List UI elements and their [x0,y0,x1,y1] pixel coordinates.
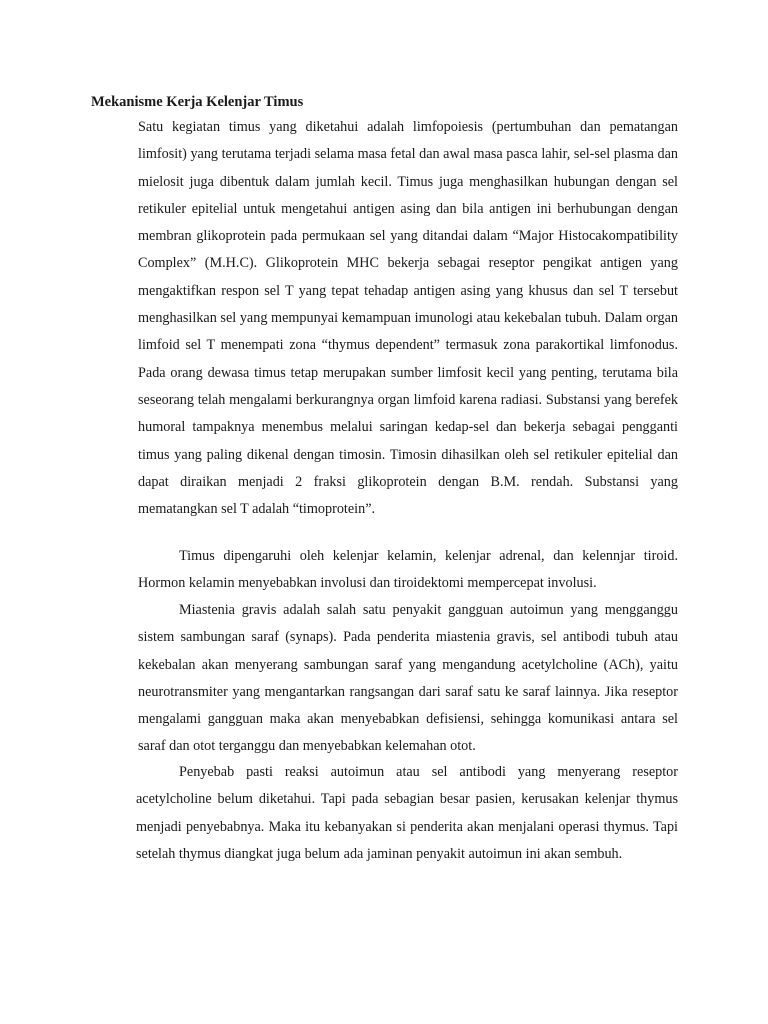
paragraph-1: Satu kegiatan timus yang diketahui adalah limfopoiesis (pertumbuhan dan pematangan limfosit) yang terutama terjadi selama masa fetal dan awal masa pasca lahir, sel-sel plasma dan mielosit juga dibentuk dalam jumlah kecil. Timus juga menghasilkan hubungan dengan sel retikuler epitelial untuk mengetahui antigen asing dan bila antigen ini berhubungan dengan membran glikoprotein pada permukaan sel yang ditandai dalam “Major Histocakompatibility Complex” (M.H.C). Glikoprotein MHC bekerja sebagai reseptor pengikat antigen yang mengaktifkan respon sel T yang tepat tehadap antigen asing yang khusus dan sel T tersebut menghasilkan sel yang mempunyai kemampuan imunologi atau kekebalan tubuh. Dalam organ limfoid sel T menempati zona “thymus dependent” termasuk zona parakortikal limfonodus. Pada orang dewasa timus tetap merupakan sumber limfosit kecil yang penting, terutama bila seseorang telah mengalami berkurangnya organ limfoid karena radiasi. Substansi yang berefek humoral tampaknya menembus melalui saringan kedap-sel dan bekerja sebagai pengganti timus yang paling dikenal dengan timosin. Timosin dihasilkan oleh sel retikuler epitelial dan dapat diraikan menjadi 2 fraksi glikoprotein dengan B.M. rendah. Substansi yang mematangkan sel T adalah “timoprotein”. [138,119,678,518]
section-heading: Mekanisme Kerja Kelenjar Timus [91,94,304,110]
paragraph-4: Penyebab pasti reaksi autoimun atau sel antibodi yang menyerang reseptor acetylcholine belum diketahui. Tapi pada sebagian besar pasien, kerusakan kelenjar thymus menjadi penyebabnya. Maka itu kebanyakan si penderita akan menjalani operasi thymus. Tapi setelah thymus diangkat juga belum ada jaminan penyakit autoimun ini akan sembuh. [136,764,678,862]
paragraph-2: Timus dipengaruhi oleh kelenjar kelamin, kelenjar adrenal, dan kelennjar tiroid. Hormon kelamin menyebabkan involusi dan tiroidektomi mempercepat involusi. [138,548,678,592]
paragraph-3: Miastenia gravis adalah salah satu penyakit gangguan autoimun yang mengganggu sistem sambungan saraf (synaps). Pada penderita miastenia gravis, sel antibodi tubuh atau kekebalan akan menyerang sambungan saraf yang mengandung acetylcholine (ACh), yaitu neurotransmiter yang mengantarkan rangsangan dari saraf satu ke saraf lainnya. Jika reseptor mengalami gangguan maka akan menyebabkan defisiensi, sehingga komunikasi antara sel saraf dan otot terganggu dan menyebabkan kelemahan otot. [138,602,678,755]
